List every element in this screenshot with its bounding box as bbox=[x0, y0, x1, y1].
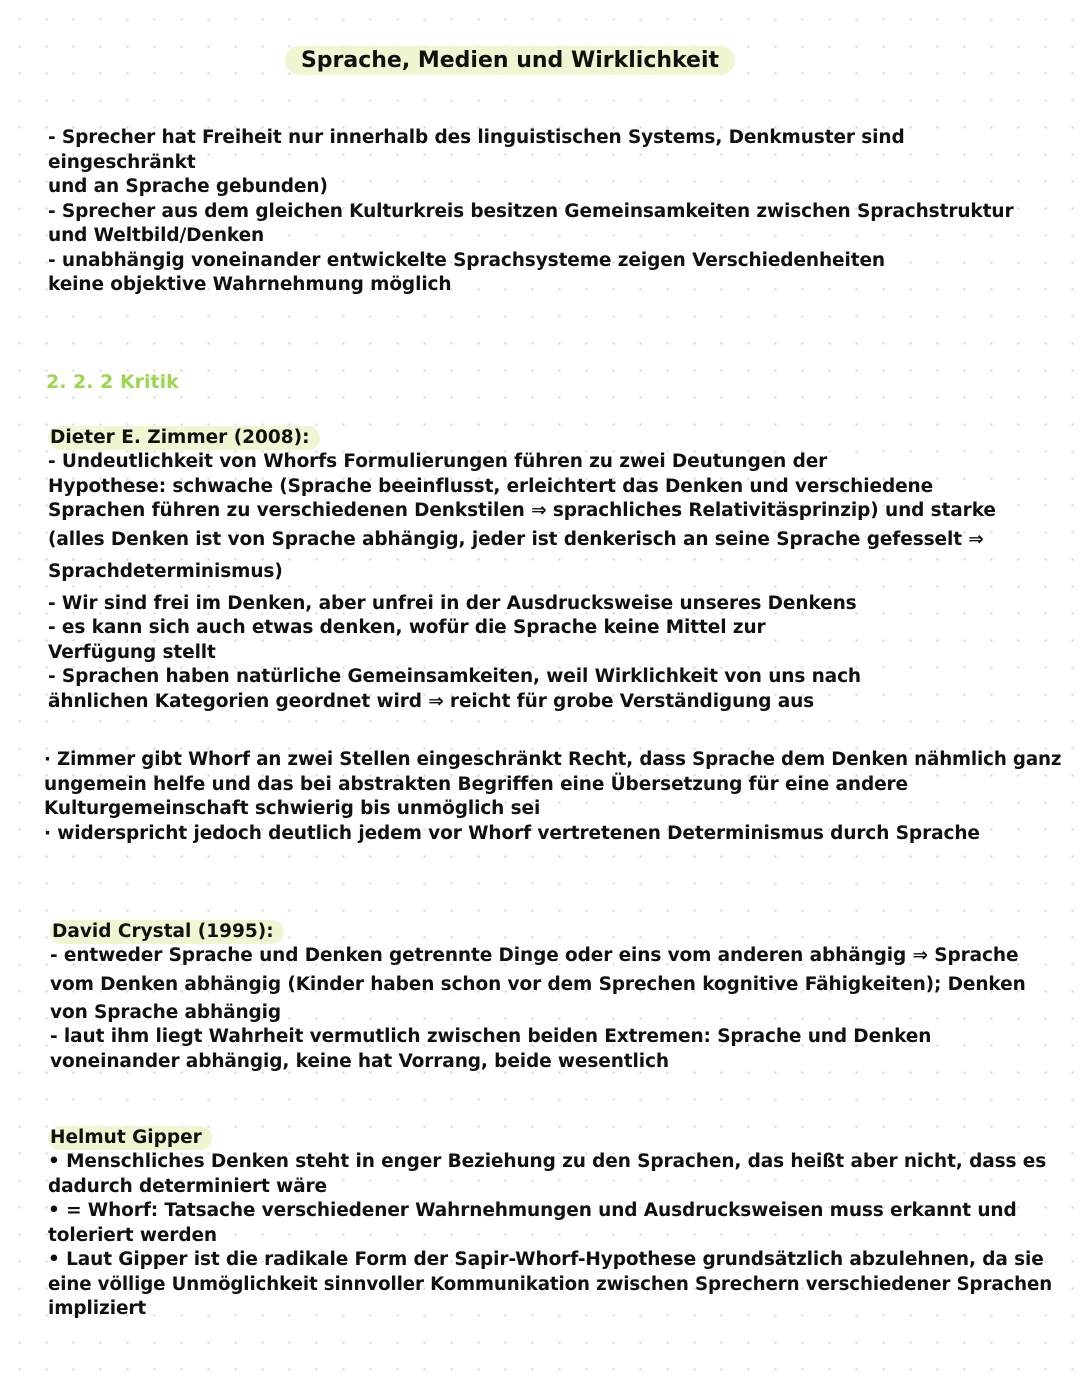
text-line: - laut ihm liegt Wahrheit vermutlich zwischen beiden Extremen: Sprache und Denken bbox=[50, 1026, 932, 1047]
text-line: und Weltbild/Denken bbox=[48, 225, 265, 246]
text-line: - entweder Sprache und Denken getrennte Dinge oder eins vom anderen abhängig ⇒ Sprache bbox=[50, 945, 1019, 966]
section-heading: 2. 2. 2 Kritik bbox=[46, 371, 179, 393]
text-line: Verfügung stellt bbox=[48, 641, 216, 663]
text-line: vom Denken abhängig (Kinder haben schon vor dem Sprechen kognitive Fähigkeiten); Denken bbox=[50, 973, 1026, 995]
gipper-block bbox=[48, 1126, 1068, 1322]
text-line: • Menschliches Denken steht in enger Beziehung zu den Sprachen, das heißt aber nicht, dass es bbox=[48, 1151, 1047, 1172]
text-line: ungemein helfe und das bei abstrakten Begriffen eine Übersetzung für eine andere bbox=[44, 773, 909, 795]
text-line: dadurch determiniert wäre bbox=[48, 1175, 327, 1197]
text-line: Hypothese: schwache (Sprache beeinflusst, erleichtert das Denken und verschiedene bbox=[48, 475, 934, 497]
crystal-block bbox=[50, 920, 1050, 1074]
text-line: • Laut Gipper ist die radikale Form der Sapir-Whorf-Hypothese grundsätzlich abzulehnen, da sie bbox=[48, 1249, 1044, 1270]
zimmer-heading: Dieter E. Zimmer (2008): bbox=[48, 426, 320, 450]
text-line: von Sprache abhängig bbox=[50, 1001, 282, 1023]
text-line: impliziert bbox=[48, 1298, 147, 1319]
text-line: toleriert werden bbox=[48, 1224, 217, 1246]
text-line: eingeschränkt bbox=[48, 151, 196, 173]
zimmer-summary-block bbox=[44, 748, 1064, 846]
gipper-heading: Helmut Gipper bbox=[48, 1126, 212, 1150]
text-line: eine völlige Unmöglichkeit sinnvoller Kommunikation zwischen Sprechern verschiedener Sprachen bbox=[48, 1273, 1053, 1295]
text-line: - unabhängig voneinander entwickelte Sprachsysteme zeigen Verschiedenheiten bbox=[48, 249, 885, 271]
text-line: und an Sprache gebunden) bbox=[48, 176, 328, 197]
text-line: • = Whorf: Tatsache verschiedener Wahrnehmungen und Ausdrucksweisen muss erkannt und bbox=[48, 1200, 1017, 1221]
intro-block bbox=[48, 126, 1048, 298]
text-line: · Zimmer gibt Whorf an zwei Stellen eingeschränkt Recht, dass Sprache dem Denken nähmlich ganz bbox=[44, 749, 1062, 770]
text-line: keine objektive Wahrnehmung möglich bbox=[48, 274, 452, 295]
text-line: - Wir sind frei im Denken, aber unfrei in der Ausdrucksweise unseres Denkens bbox=[48, 592, 857, 614]
text-line: - es kann sich auch etwas denken, wofür die Sprache keine Mittel zur bbox=[48, 617, 766, 638]
text-line: - Sprachen haben natürliche Gemeinsamkeiten, weil Wirklichkeit von uns nach bbox=[48, 666, 862, 687]
text-line: Sprachdeterminismus) bbox=[48, 560, 283, 582]
text-line: - Undeutlichkeit von Whorfs Formulierungen führen zu zwei Deutungen der bbox=[48, 451, 828, 472]
text-line: Sprachen führen zu verschiedenen Denkstilen ⇒ sprachliches Relativitäsprinzip) und starke bbox=[48, 500, 996, 521]
text-line: - Sprecher hat Freiheit nur innerhalb des linguistischen Systems, Denkmuster sind bbox=[48, 127, 905, 148]
title-row bbox=[0, 46, 1080, 75]
crystal-heading: David Crystal (1995): bbox=[50, 920, 284, 944]
text-line: Kulturgemeinschaft schwierig bis unmöglich sei bbox=[44, 798, 541, 819]
text-line: (alles Denken ist von Sprache abhängig, jeder ist denkerisch an seine Sprache gefesselt ⇒ bbox=[48, 528, 984, 550]
zimmer-block bbox=[48, 426, 1048, 714]
text-line: voneinander abhängig, keine hat Vorrang, beide wesentlich bbox=[50, 1050, 669, 1072]
page-title: Sprache, Medien und Wirklichkeit bbox=[285, 46, 735, 75]
text-line: - Sprecher aus dem gleichen Kulturkreis besitzen Gemeinsamkeiten zwischen Sprachstruktur bbox=[48, 200, 1014, 222]
text-line: · widerspricht jedoch deutlich jedem vor Whorf vertretenen Determinismus durch Sprache bbox=[44, 822, 980, 844]
text-line: ähnlichen Kategorien geordnet wird ⇒ reicht für grobe Verständigung aus bbox=[48, 690, 815, 712]
